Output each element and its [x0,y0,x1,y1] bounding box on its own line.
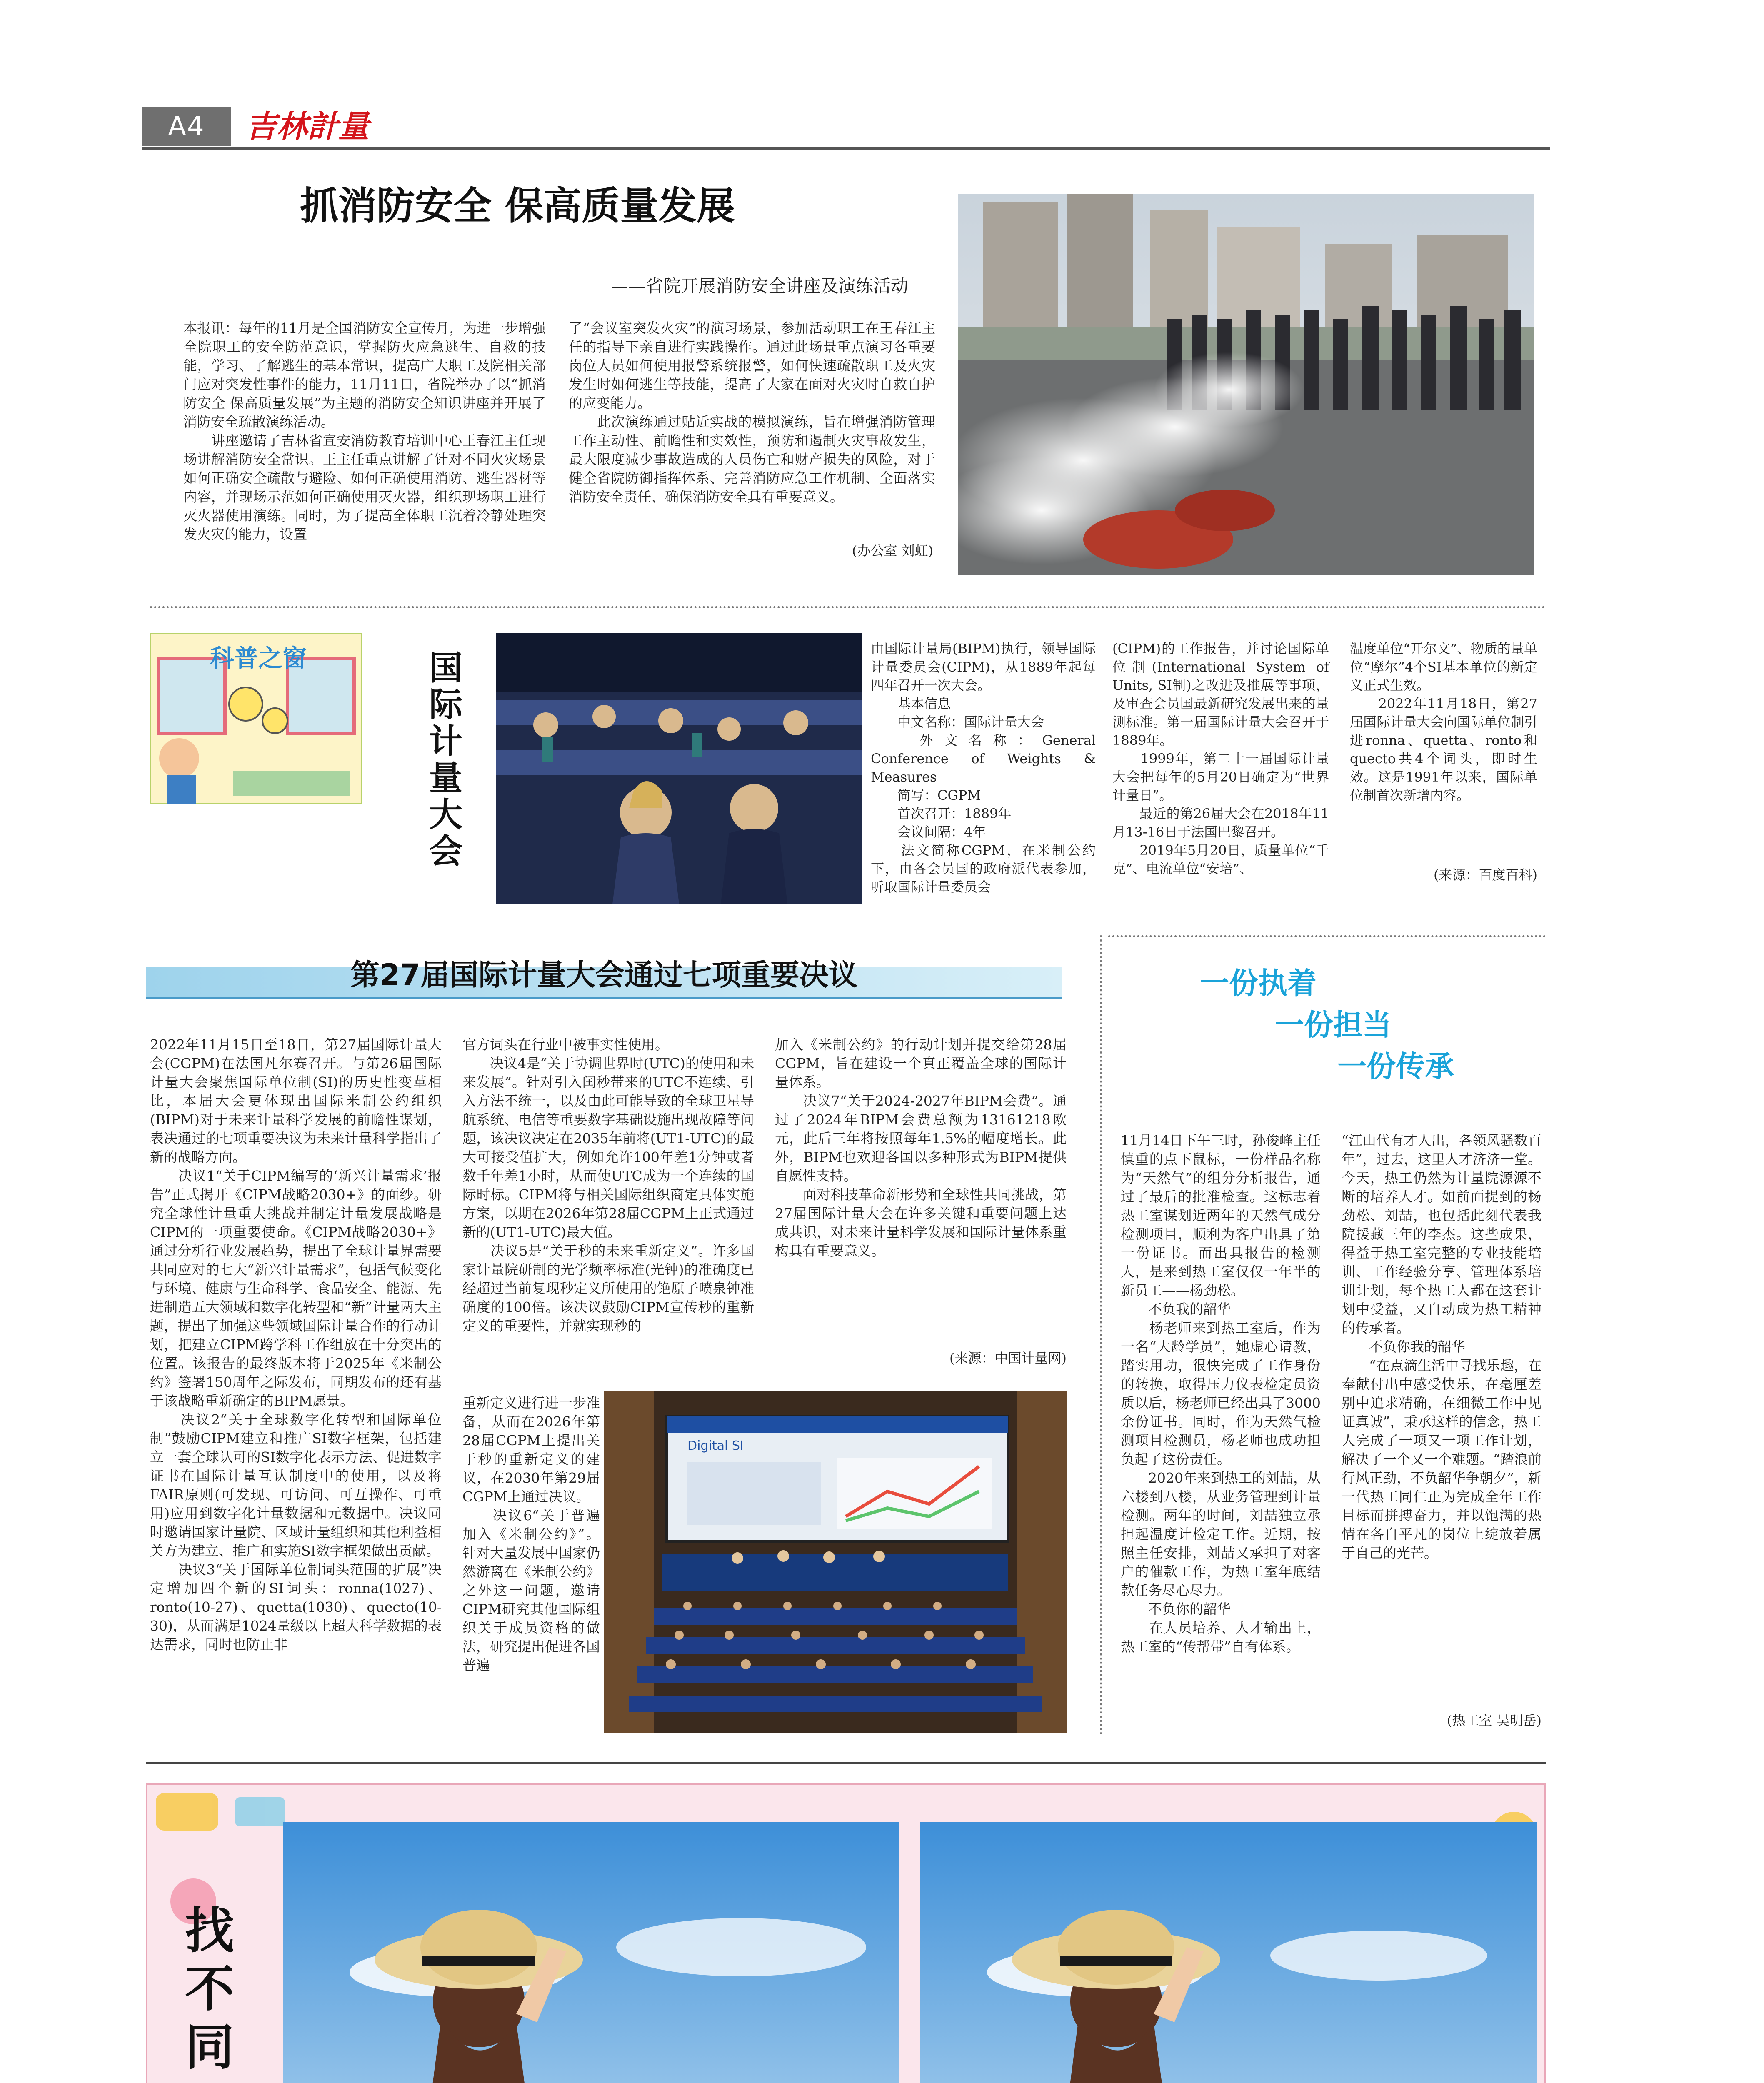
cgpm-col1: 2022年11月15日至18日，第27届国际计量大会(CGPM)在法国凡尔赛召开。与第26届国际计量大会聚焦国际单位制(SI)的历史性变革相比，本届大会更体现出国际米制公约组织(BIPM)对于未来计量科学发展的前瞻性谋划，表决通过的七项重要决议为未来计量科学指出了新的战略方向。 决议1“关于CIPM编写的‘新兴计量需求’报告”正式揭开《CIPM战略2030+》的面纱。研究全球性计量重大挑战并制定计量发展战略是CIPM的一项重要使命。《CIPM战略2030+》通过分析行业发展趋势，提出了全球计量界需要共同应对的七大“新兴计量需求”，包括气候变化与环境、健康与生命科学、食品安全、能源、先进制造五大领域和数字化转型和“新”计量两大主题，提出了加强这些领域国际计量合作的行动计划，把建立CIPM跨学科工作组放在十分突出的位置。该报告的最终版本将于2025年《米制公约》签署150周年之际发布，同期发布的还有基于该战略重新确定的BIPM愿景。 决议2“关于全球数字化转型和国际单位制”鼓励CIPM建立和推广SI数字框架，包括建立一套全球认可的SI数字化表示方法、促进数字证书在国际计量互认制度中的使用，以及将FAIR原则(可发现、可访问、可互操作、可重用)应用到数字化计量数据和元数据中。决议同时邀请国家计量院、区域计量组织和其他利益相关方为建立、推广和实施SI数字框架做出贡献。 决议3“关于国际单位制词头范围的扩展”决定增加四个新的SI词头：ronna(1027)、ronto(10-27)、quetta(1030)、quecto(10-30)，从而满足1024量级以上超大科学数据的表达需求，同时也防止非 [150,1037,442,1653]
puzzle-label: 找不同 [185,1902,235,2076]
page-number: A4 [168,111,205,142]
fire-article-col1: 本报讯：每年的11月是全国消防安全宣传月，为进一步增强全院职工的安全防范意识，掌握防火应急逃生、自救的技能，学习、了解逃生的基本常识，提高广大职工及院相关部门应对突发性事件的能力，11月11日，省院举办了以“抓消防安全 保高质量发展”为主题的消防安全知识讲座并开展了消防安全疏散演练活动。 讲座邀请了吉林省宣安消防教育培训中心王春江主任现场讲解消防安全常识。王主任重点讲解了针对不同火灾场景如何正确安全疏散与避险、如何正确使用消防、逃生器材等内容，并现场示范如何正确使用灭火器，组织现场职工进行灭火器使用演练。同时，为了提高全体职工沉着冷静处理突发火灾的能力，设置 [183,320,546,542]
fire-article-subtitle: ——省院开展消防安全讲座及演练活动 [610,276,908,296]
thermal-heading-1: 一份执着 [1200,966,1317,1000]
cgpm-col3: 加入《米制公约》的行动计划并提交给第28届CGPM，旨在建设一个真正覆盖全球的国际计量体系。 决议7“关于2024-2027年BIPM会费”。通过了2024年BIPM会费总额为13161218欧元，此后三年将按照每年1.5%的幅度增长。此外，BIPM也欢迎各国以多种形式为BIPM提供自愿性支持。 面对科技革命新形势和全球性共同挑战，第27届国际计量大会在许多关键和重要问题上达成共识，对未来计量科学发展和国际计量体系重构具有重要意义。 [775,1037,1067,1259]
puzzle-frame [146,1783,1546,2083]
science-col2: (CIPM)的工作报告，并讨论国际单位制(International System of Units, SI制)之改进及推展等事项，及审查会员国最新研究发展出来的量测标准。第一届国际计量大会召开于1889年。 1999年，第二十一届国际计量大会把每年的5月20日确定为“世界计量日”。 最近的第26届大会在2018年11月13-16日于法国巴黎召开。 2019年5月20日，质量单位“千克”、电流单位“安培”、 [1112,641,1329,877]
divider-2 [1108,935,1546,937]
page-number-badge [142,107,231,146]
masthead: 吉林計量 [246,109,369,145]
cgpm-auditorium-photo [604,1391,1067,1733]
thermal-credit: (热工室 吴明岳) [1447,1713,1542,1728]
divider-1 [150,606,1546,608]
divider-3 [146,1762,1546,1764]
puzzle-image-right[interactable] [920,1822,1537,2083]
cgpm-credit: (来源：中国计量网) [949,1350,1067,1366]
fire-article-col2: 了“会议室突发火灾”的演习场景，参加活动职工在王春江主任的指导下亲自进行实践操作。通过此场景重点演习各重要岗位人员如何使用报警系统报警，如何快速疏散职工及火灾发生时如何逃生等技能，提高了大家在面对火灾时自救自护的应变能力。 此次演练通过贴近实战的模拟演练，旨在增强消防管理工作主动性、前瞻性和实效性，预防和遏制火灾事故发生，最大限度减少事故造成的人员伤亡和财产损失的风险，对于健全省院防御指挥体系、完善消防应急工作机制、全面落实消防安全责任、确保消防安全具有重要意义。 [569,320,935,505]
cgpm-col2-top: 官方词头在行业中被事实性使用。 决议4是“关于协调世界时(UTC)的使用和未来发展”。针对引入闰秒带来的UTC不连续、引入方法不统一，以及由此可能导致的全球卫星导航系统、电信等重要数字基础设施出现故障等问题，该决议决定在2035年前将(UT1-UTC)的最大可接受值扩大，例如允许100年差1分钟或者数千年差1小时，从而使UTC成为一个连续的国际时标。CIPM将与相关国际组织商定具体实施方案，以期在2026年第28届CGPM上正式通过新的(UT1-UTC)最大值。 决议5是“关于秒的未来重新定义”。许多国家计量院研制的光学频率标准(光钟)的准确度已经超过当前复现秒定义所使用的铯原子喷泉钟准确度的100倍。该决议鼓励CIPM宣传秒的重新定义的重要性，并就实现秒的 [462,1037,754,1334]
page-header [142,107,1550,149]
fire-article-credit: (办公室 刘虹) [852,543,933,559]
science-badge [150,633,362,804]
fire-article-title: 抓消防安全 保高质量发展 [300,184,735,228]
thermal-col1: 11月14日下午三时，孙俊峰主任慎重的点下鼠标，一份样品名称为“天然气”的组分分析报告，通过了最后的批准检查。这标志着热工室谋划近两年的天然气成分检测项目，顺利为客户出具了第一份证书。而出具报告的检测人，是来到热工室仅仅一年半的新员工——杨劲松。 不负我的韶华 杨老师来到热工室后，作为一名“大龄学员”，她虚心请教，踏实用功，很快完成了工作身份的转换，取得压力仪表检定员资质以后，杨老师已经出具了3000余份证书。同时，作为天然气检测项目检测员，杨老师也成功担负起了这份责任。 2020年来到热工的刘喆，从六楼到八楼，从业务管理到计量检测。两年的时间，刘喆独立承担起温度计检定工作。近期，按照主任安排，刘喆又承担了对客户的催款工作，为热工室年底结款任务尽心尽力。 不负你的韶华 在人员培养、人才输出上，热工室的“传帮带”自有体系。 [1121,1132,1321,1655]
cgpm-article-title: 第27届国际计量大会通过七项重要决议 [350,958,858,992]
science-col3: 温度单位“开尔文”、物质的量单位“摩尔”4个SI基本单位的新定义正式生效。 2022年11月18日，第27届国际计量大会向国际单位制引进ronna、quetta、ronto和quecto共4个词头，即时生效。这是1991年以来，国际单位制首次新增内容。 [1350,641,1537,803]
thermal-heading-2: 一份担当 [1275,1008,1392,1042]
cgpm-col2-bottom: 重新定义进行进一步准备，从而在2026年第28届CGPM上提出关于秒的重新定义的建议，在2030年第29届CGPM上通过决议。 决议6“关于普遍加入《米制公约》”。针对大量发展中国家仍然游离在《米制公约》之外这一问题，邀请CIPM研究其他国际组织关于成员资格的做法，研究提出促进各国普遍 [462,1395,600,1673]
thermal-col2: “江山代有才人出，各领风骚数百年”，过去，这里人才济济一堂。今天，热工仍然为计量院源源不断的培养人才。如前面提到的杨劲松、刘喆，也包括此刻代表我院援藏三年的李杰。这些成果，得益于热工室完整的专业技能培训、工作经验分享、管理体系培训计划，每个热工人都在这套计划中受益，又自动成为热工精神的传承者。 不负你我的韶华 “在点滴生活中寻找乐趣，在奉献付出中感受快乐，在毫厘差别中追求精确，在细微工作中见证真诚”，秉承这样的信念，热工人完成了一项又一项工作计划，解决了一个又一个难题。“踏浪前行风正劲，不负韶华争朝夕”，新一代热工同仁正为完成全年工作目标而拼搏奋力，并以饱满的热情在各自平凡的岗位上绽放着属于自己的光芒。 [1342,1132,1542,1561]
thermal-heading-3: 一份传承 [1337,1049,1454,1084]
science-credit: (来源：百度百科) [1434,867,1537,883]
divider-vertical [1100,935,1102,1735]
header-rule [142,147,1550,150]
cgpm-audience-photo [496,633,862,904]
screen-title: Digital SI [687,1439,744,1453]
fire-drill-photo [958,194,1534,575]
science-badge-text: 科普之窗 [210,644,307,672]
puzzle-image-left[interactable] [283,1822,899,2083]
science-col1: 由国际计量局(BIPM)执行，领导国际计量委员会(CIPM)，从1889年起每四年召开一次大会。 基本信息 中文名称：国际计量大会 外文名称：General Conference of Weights & Measures 简写：CGPM 首次召开：1889年 会议间隔：4年 法文简称CGPM，在米制公约下，由各会员国的政府派代表参加，听取国际计量委员会 [871,641,1096,895]
science-title: 国际计量大会 [429,649,462,871]
